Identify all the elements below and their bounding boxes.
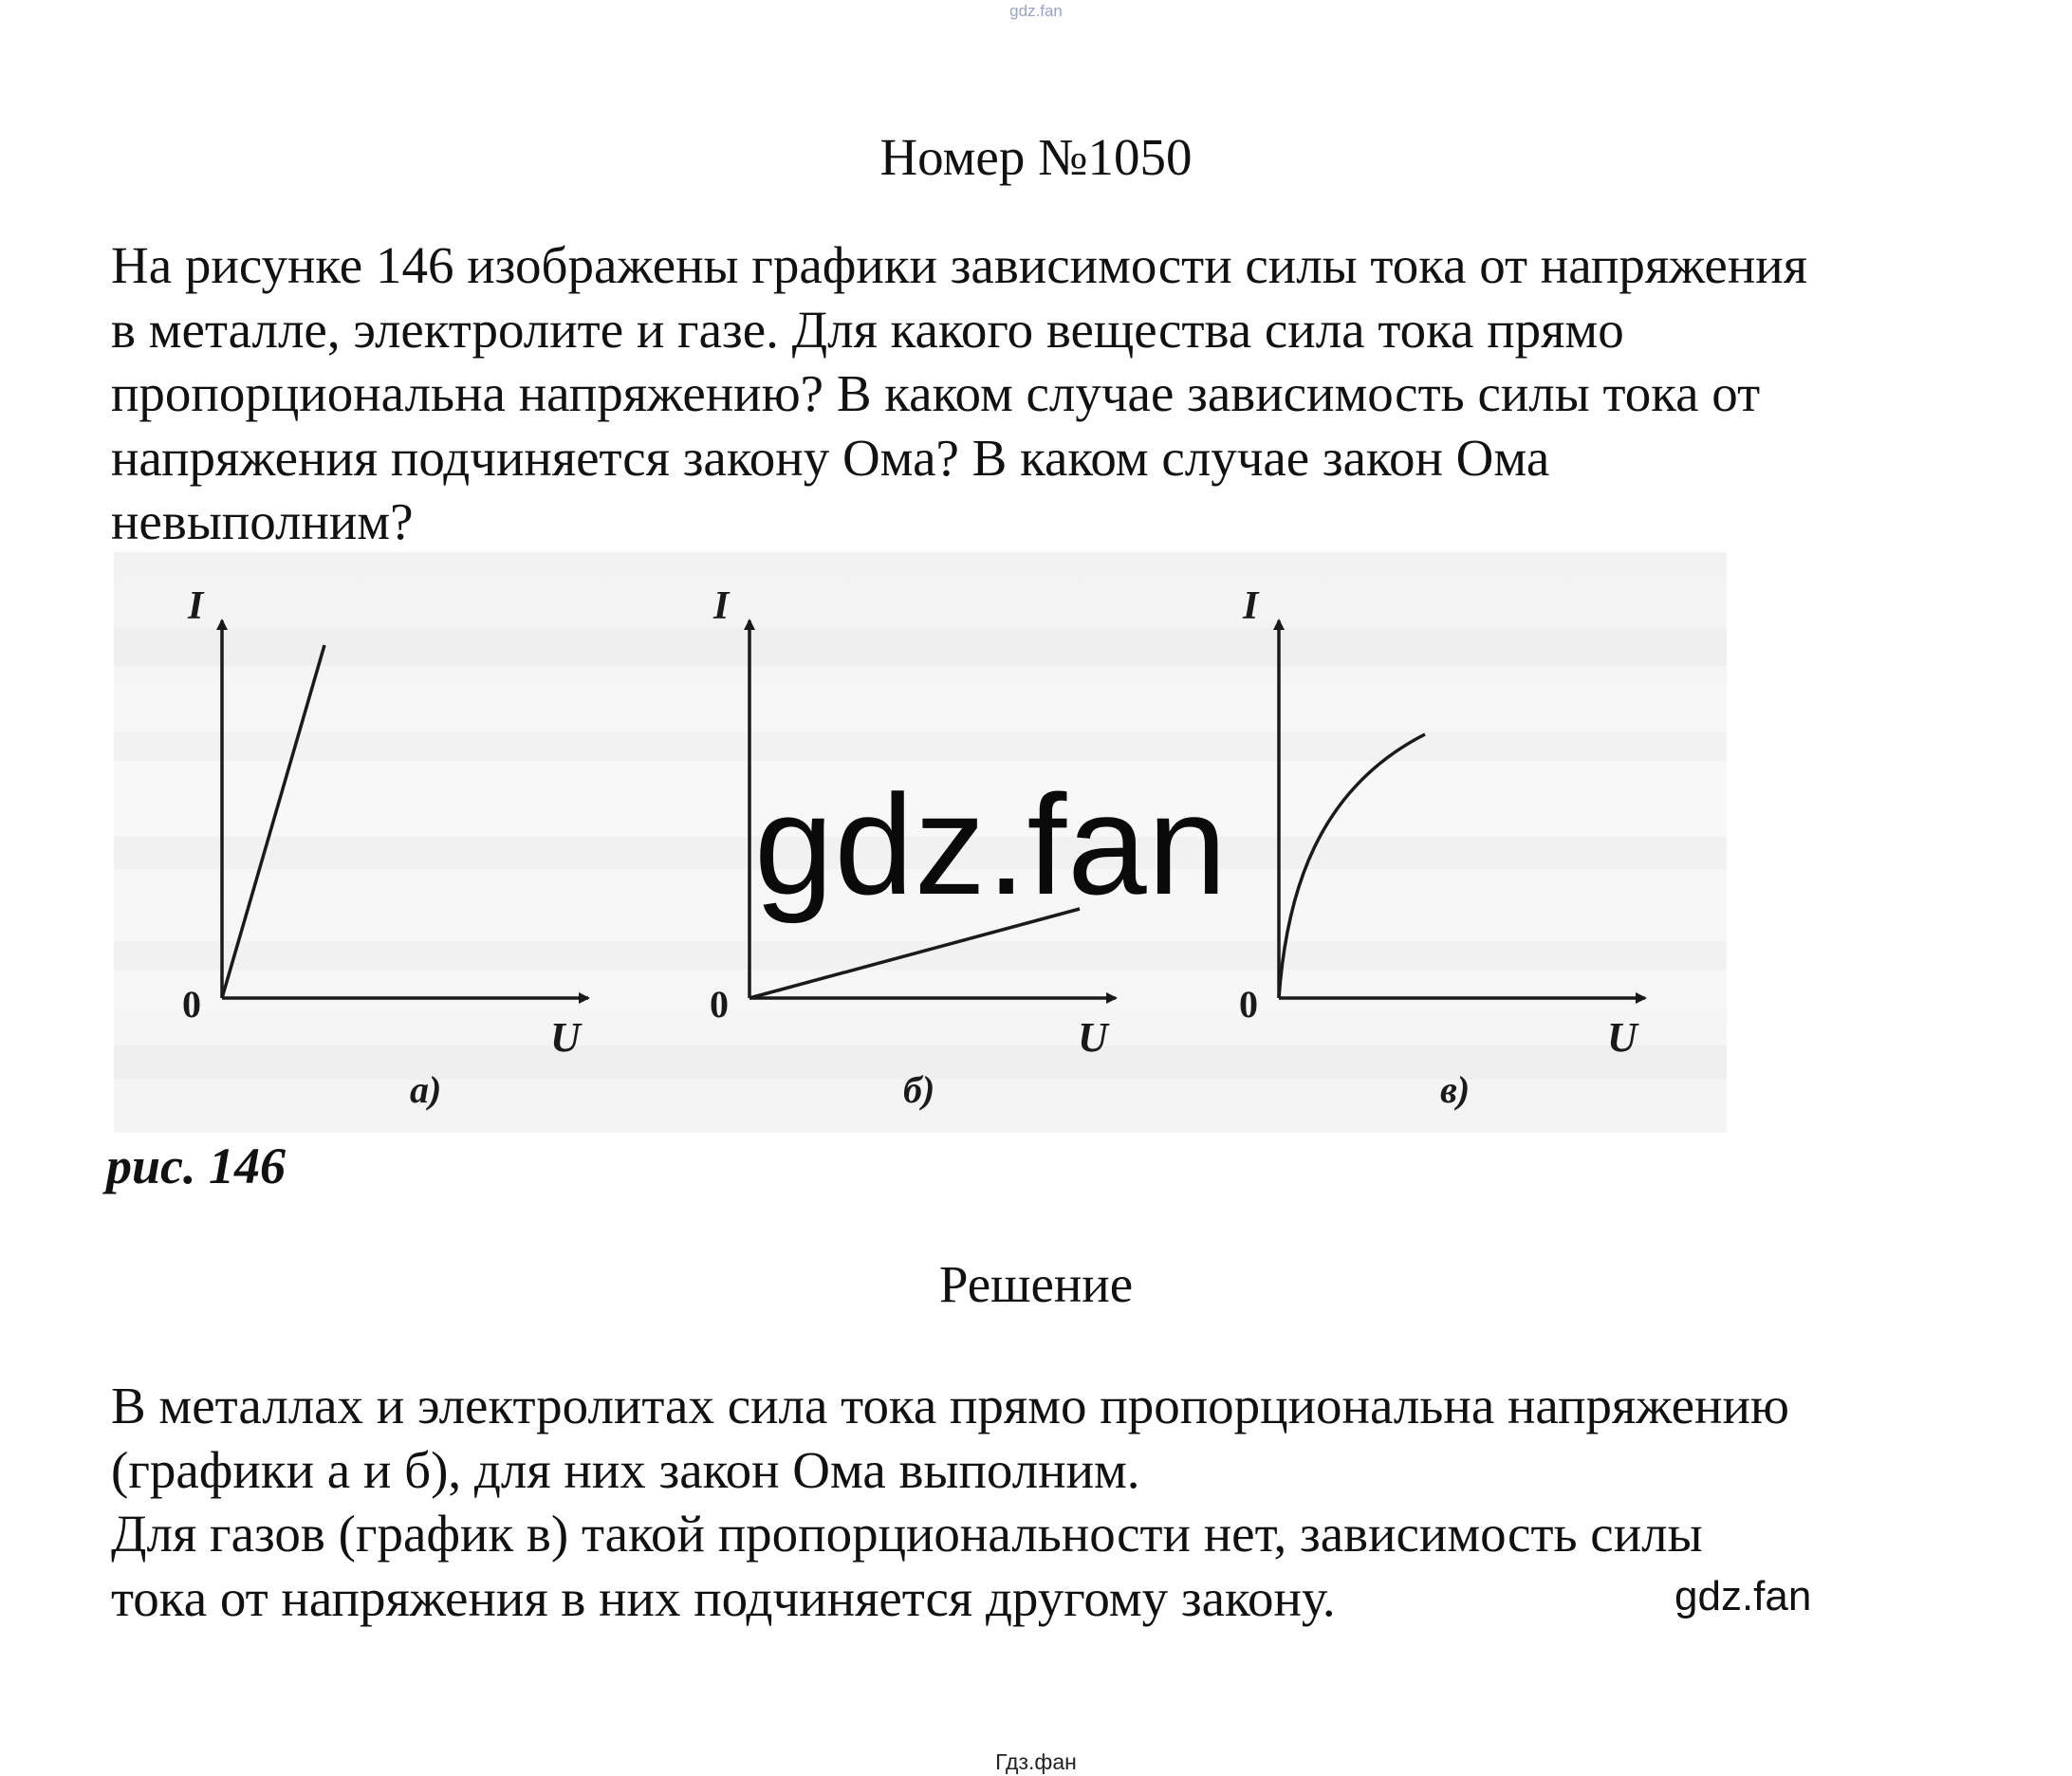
task-line: в металле, электролите и газе. Для какого вещества сила тока прямо: [111, 300, 1624, 359]
x-axis-label: U: [1607, 1014, 1637, 1061]
watermark-large: gdz.fan: [754, 765, 1229, 924]
x-axis-label: U: [1078, 1014, 1108, 1061]
solution-heading: Решение: [938, 1255, 1134, 1313]
watermark-small: gdz.fan: [1674, 1573, 1812, 1619]
answer-line: (графики а и б), для них закон Ома выполним.: [111, 1440, 1140, 1499]
task-text: [111, 233, 2008, 554]
origin-label: 0: [1239, 983, 1258, 1026]
graph-sublabel: в): [1440, 1068, 1471, 1111]
answer-line: Для газов (график в) такой пропорциональности нет, зависимость силы: [111, 1505, 1703, 1563]
task-line: невыполним?: [111, 492, 414, 550]
y-axis-label: I: [1243, 584, 1259, 628]
origin-label: 0: [182, 983, 201, 1026]
page-title: Номер №1050: [879, 128, 1193, 186]
answer-line: В металлах и электролитах сила тока прямо пропорциональна напряжению: [111, 1377, 1789, 1434]
task-line: На рисунке 146 изображены графики зависимости силы тока от напряжения: [111, 236, 1808, 294]
footer-watermark: Гдз.фан: [995, 1749, 1077, 1774]
graph-sublabel: а): [410, 1068, 442, 1111]
watermark-top: gdz.fan: [1009, 2, 1063, 20]
graph-sublabel: б): [903, 1068, 935, 1111]
figure-caption: рис. 146: [106, 1138, 286, 1194]
answer-line: тока от напряжения в них подчиняется другому закону.: [111, 1568, 1336, 1627]
task-line: напряжения подчиняется закону Ома? В каком случае закон Ома: [111, 428, 1550, 487]
y-axis-label: I: [713, 584, 730, 628]
x-axis-label: U: [550, 1014, 581, 1061]
task-line: пропорциональна напряжению? В каком случае зависимость силы тока от: [111, 364, 1761, 422]
origin-label: 0: [710, 983, 729, 1026]
y-axis-label: I: [188, 584, 204, 628]
